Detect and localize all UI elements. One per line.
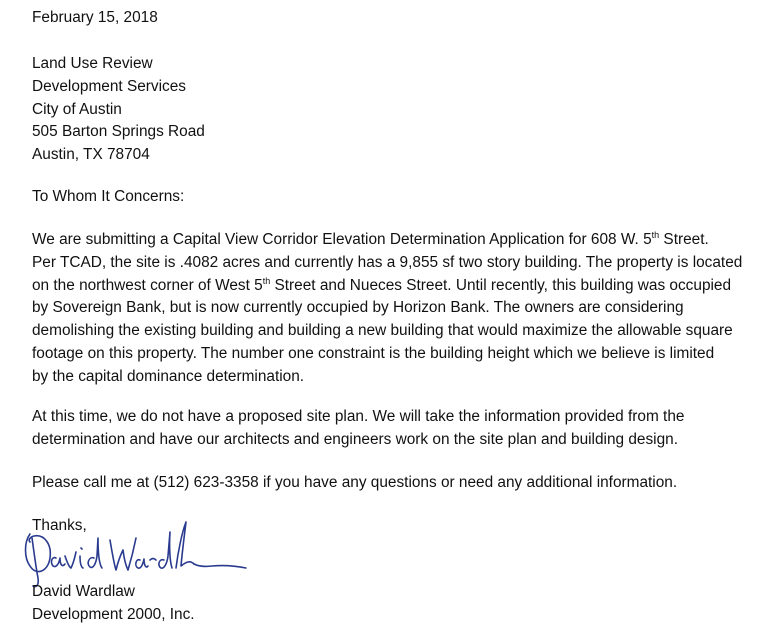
paragraph-1-line-3-text: on the northwest corner of West 5 — [32, 276, 263, 294]
paragraph-2-line-2: determination and have our architects and engineers work on the site plan and building design. — [32, 430, 678, 448]
paragraph-1-line-4: by Sovereign Bank, but is now currently occupied by Horizon Bank. The owners are considering — [32, 299, 684, 317]
signer-name: David Wardlaw — [32, 583, 135, 600]
paragraph-2 — [32, 406, 752, 452]
recipient-line-3: City of Austin — [32, 101, 122, 118]
paragraph-1-line-1 — [32, 229, 752, 252]
recipient-line-2: Development Services — [32, 78, 186, 95]
paragraph-1-line-7: by the capital dominance determination. — [32, 367, 305, 385]
paragraph-1-line-2: Per TCAD, the site is .4082 acres and currently has a 9,855 sf two story building. The property is located — [32, 253, 743, 271]
ordinal-suffix: th — [651, 230, 660, 240]
signer-company: Development 2000, Inc. — [32, 606, 195, 623]
paragraph-1-line-1-end: Street. — [659, 231, 709, 248]
paragraph-1-line-1-text: We are submitting a Capital View Corridor Elevation Determination Application for 608 W. 5 — [32, 231, 652, 248]
paragraph-1-line-3 — [32, 275, 752, 298]
paragraph-1-line-3-end: Street and Nueces Street. Until recently, this building was occupied — [270, 276, 732, 294]
recipient-line-4: 505 Barton Springs Road — [32, 123, 205, 140]
recipient-line-1: Land Use Review — [32, 55, 153, 72]
ordinal-suffix: th — [262, 275, 271, 286]
paragraph-1-line-6: footage on this property. The number one constraint is the building height which we believe is limited — [32, 344, 715, 362]
salutation: To Whom It Concerns: — [32, 188, 185, 205]
paragraph-3: Please call me at (512) 623-3358 if you have any questions or need any additional information. — [32, 474, 678, 491]
letter-date: February 15, 2018 — [32, 9, 158, 26]
recipient-line-5: Austin, TX 78704 — [32, 146, 150, 163]
paragraph-2-line-1: At this time, we do not have a proposed site plan. We will take the information provided from the — [32, 408, 685, 425]
closing: Thanks, — [32, 517, 87, 534]
paragraph-1 — [32, 229, 752, 389]
paragraph-1-line-5: demolishing the existing building and building a new building that would maximize the allowable square — [32, 322, 733, 340]
